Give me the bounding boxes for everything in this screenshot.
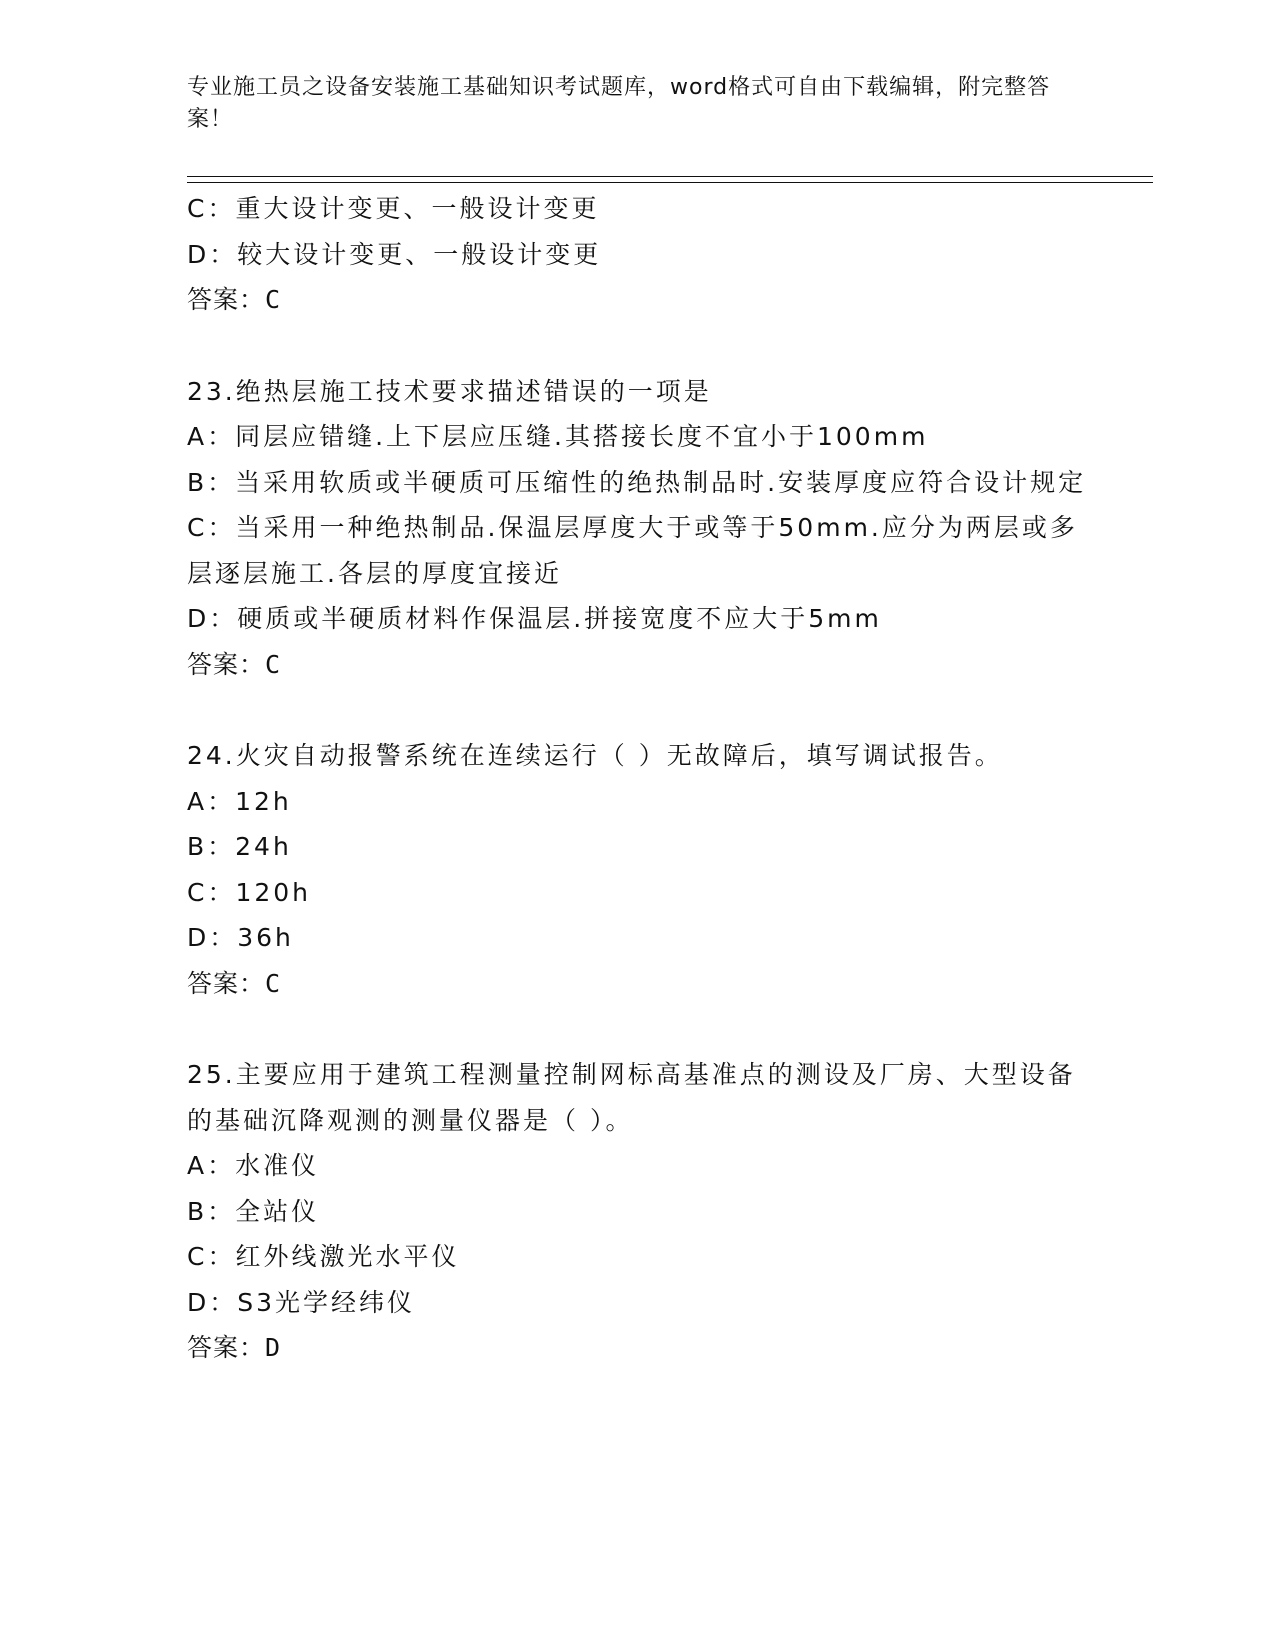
option-c: C：重大设计变更、一般设计变更	[187, 194, 600, 223]
question-24-block	[187, 733, 1087, 1006]
option-a: A：同层应错缝.上下层应压缝.其搭接长度不宜小于100mm	[187, 422, 929, 451]
option-d: D：硬质或半硬质材料作保温层.拼接宽度不应大于5mm	[187, 604, 882, 633]
question-text: 23.绝热层施工技术要求描述错误的一项是	[187, 376, 712, 406]
prev-question-block	[187, 186, 1087, 323]
option-d: D：36h	[187, 923, 294, 952]
answer-line: 答案：C	[187, 968, 282, 998]
option-d: D：S3光学经纬仪	[187, 1287, 416, 1317]
header-rule-top	[187, 176, 1153, 177]
question-text: 25.主要应用于建筑工程测量控制网标高基准点的测设及厂房、大型设备的基础沉降观测的测量仪器是（ ）。	[187, 1060, 1076, 1135]
option-a: A：水准仪	[187, 1151, 320, 1180]
option-a: A：12h	[187, 786, 292, 816]
question-content	[187, 186, 1087, 1371]
option-b: B：当采用软质或半硬质可压缩性的绝热制品时.安装厚度应符合设计规定	[187, 467, 1087, 497]
question-text: 24.火灾自动报警系统在连续运行（ ）无故障后，填写调试报告。	[187, 741, 1003, 770]
question-25-block	[187, 1052, 1087, 1371]
answer-line: 答案：C	[187, 649, 282, 679]
option-b: B：全站仪	[187, 1196, 320, 1226]
answer-line: 答案：D	[187, 1333, 282, 1362]
option-c: C：120h	[187, 877, 312, 907]
option-c: C：当采用一种绝热制品.保温层厚度大于或等于50mm.应分为两层或多层逐层施工.各层的厚度宜接近	[187, 513, 1078, 588]
option-d: D：较大设计变更、一般设计变更	[187, 239, 602, 269]
document-header: 专业施工员之设备安装施工基础知识考试题库，word格式可自由下载编辑，附完整答案！	[187, 75, 1051, 132]
option-c: C：红外线激光水平仪	[187, 1242, 460, 1271]
header-rule-bottom	[187, 182, 1153, 183]
option-b: B：24h	[187, 832, 292, 861]
answer-line: 答案：C	[187, 285, 282, 314]
question-23-block	[187, 369, 1087, 688]
